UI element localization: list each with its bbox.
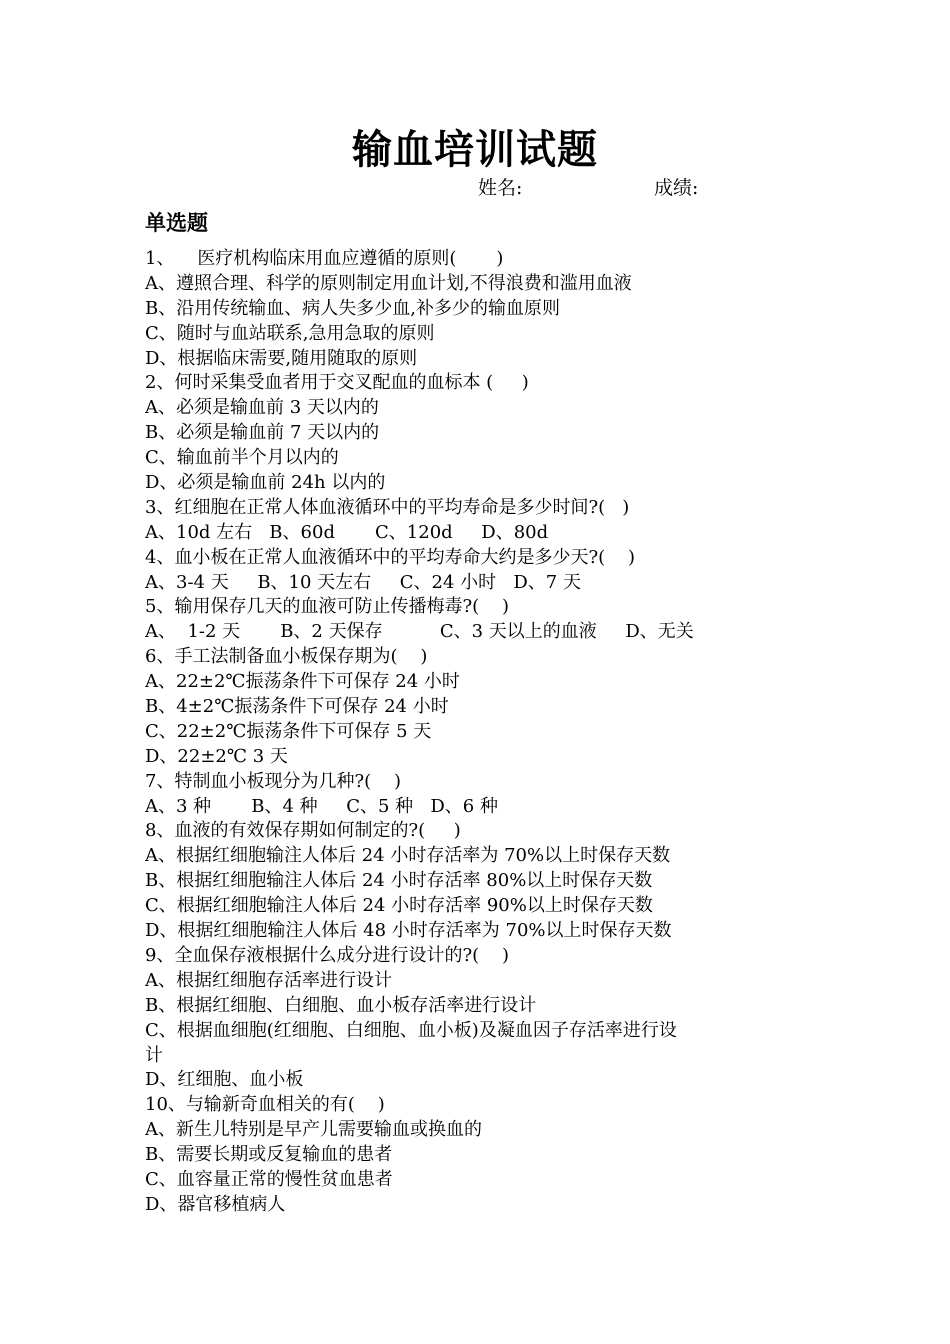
text-line: B、必须是输血前 7 天以内的 [145, 422, 380, 444]
text-line: B、4±2℃振荡条件下可保存 24 小时 [145, 696, 449, 718]
text-line: A、遵照合理、科学的原则制定用血计划,不得浪费和滥用血液 [145, 272, 632, 294]
text-line: 6、手工法制备血小板保存期为( ) [145, 646, 428, 668]
text-line: D、必须是输血前 24h 以内的 [145, 472, 386, 494]
text-line: A、根据红细胞存活率进行设计 [145, 969, 392, 991]
text-line: B、沿用传统输血、病人失多少血,补多少的输血原则 [145, 297, 560, 319]
text-line: A、 1-2 天 B、2 天保存 C、3 天以上的血液 D、无关 [145, 621, 694, 643]
text-line: D、根据红细胞输注人体后 48 小时存活率为 70%以上时保存天数 [145, 920, 672, 942]
text-line: D、红细胞、血小板 [145, 1069, 304, 1091]
text-line: C、血容量正常的慢性贫血患者 [145, 1168, 393, 1190]
text-line: C、根据红细胞输注人体后 24 小时存活率 90%以上时保存天数 [145, 895, 653, 917]
text-line: A、新生儿特别是早产儿需要输血或换血的 [145, 1119, 482, 1141]
text-line: 1、 医疗机构临床用血应遵循的原则( ) [145, 248, 504, 269]
text-line: 7、特制血小板现分为几种?( ) [145, 770, 402, 792]
text-line: C、根据血细胞(红细胞、白细胞、血小板)及凝血因子存活率进行设 [145, 1019, 677, 1041]
text-line: 9、全血保存液根据什么成分进行设计的?( ) [145, 944, 510, 966]
text-line: B、根据红细胞、白细胞、血小板存活率进行设计 [145, 994, 537, 1016]
text-line: C、输血前半个月以内的 [145, 447, 339, 469]
text-line: D、22±2℃ 3 天 [145, 745, 288, 767]
text-line: A、3-4 天 B、10 天左右 C、24 小时 D、7 天 [145, 571, 581, 593]
text-line: A、3 种 B、4 种 C、5 种 D、6 种 [145, 795, 498, 817]
text-line: 2、何时采集受血者用于交叉配血的血标本 ( ) [145, 372, 529, 394]
text-line: A、必须是输血前 3 天以内的 [145, 397, 379, 419]
score-label: 成绩: [654, 177, 699, 199]
text-line: A、22±2℃振荡条件下可保存 24 小时 [145, 671, 460, 693]
text-line: 10、与输新奇血相关的有( ) [145, 1094, 385, 1116]
text-line: D、器官移植病人 [145, 1193, 286, 1215]
text-line: 4、血小板在正常人血液循环中的平均寿命大约是多少天?( ) [145, 546, 636, 568]
text-line: 5、输用保存几天的血液可防止传播梅毒?( ) [145, 596, 510, 618]
text-line: 计 [145, 1044, 163, 1066]
question-lines [145, 247, 825, 1218]
student-info-row [478, 175, 698, 201]
text-line: C、随时与血站联系,急用急取的原则 [145, 322, 435, 344]
text-line: 3、红细胞在正常人体血液循环中的平均寿命是多少时间?( ) [145, 496, 630, 518]
section-title: 单选题 [145, 211, 208, 235]
text-line: B、根据红细胞输注人体后 24 小时存活率 80%以上时保存天数 [145, 870, 653, 892]
text-line: D、根据临床需要,随用随取的原则 [145, 347, 418, 369]
document-title: 输血培训试题 [352, 127, 598, 173]
text-line: 8、血液的有效保存期如何制定的?( ) [145, 820, 461, 842]
text-line: A、根据红细胞输注人体后 24 小时存活率为 70%以上时保存天数 [145, 845, 671, 867]
text-line: A、10d 左右 B、60d C、120d D、80d [145, 521, 549, 543]
text-line: B、需要长期或反复输血的患者 [145, 1144, 393, 1166]
name-label: 姓名: [478, 177, 523, 199]
text-line: C、22±2℃振荡条件下可保存 5 天 [145, 720, 432, 742]
